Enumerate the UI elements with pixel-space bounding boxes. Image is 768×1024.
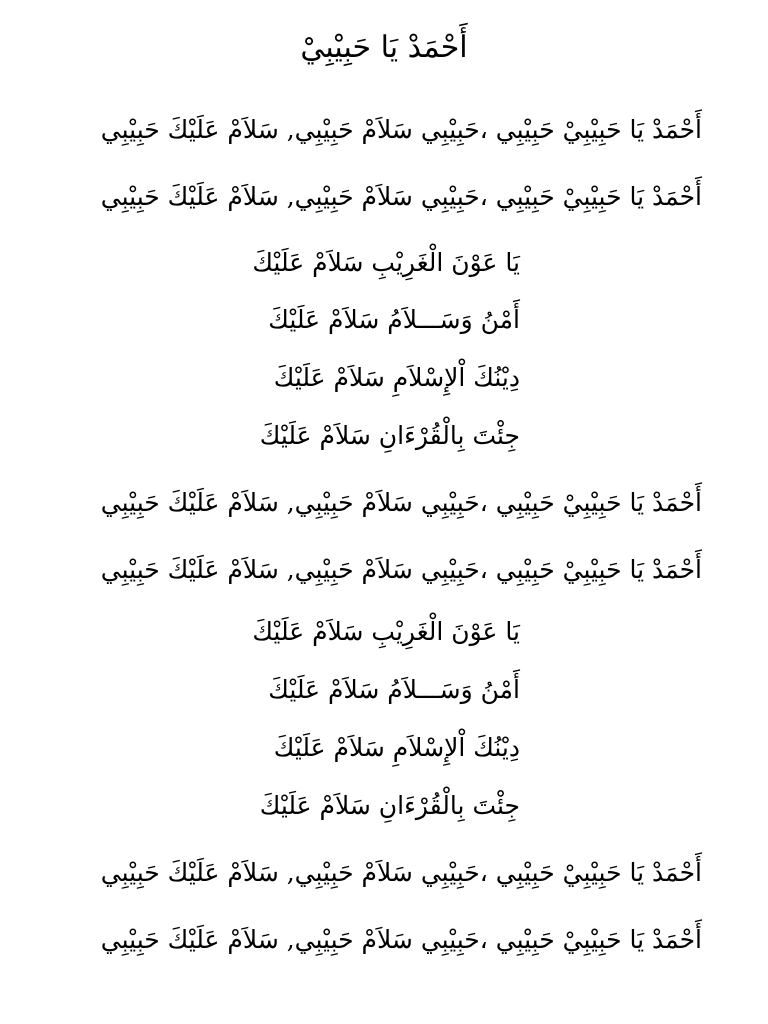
page-title: أَحْمَدْ يَا حَبِيْبِيْ — [300, 30, 468, 65]
lyric-line-7: أَحْمَدْ يَا حَبِيْبِيْ حَبِيْبِي ،حَبِيْبِي سَلاَمْ حَبِيْبِي, سَلاَمْ عَلَيْكَ حَبِيْبِي — [100, 488, 702, 517]
lyric-line-12: جِئْتَ بِالْقُرْءَانِ سَلاَمْ عَلَيْكَ — [259, 791, 520, 820]
lyric-line-8: أَحْمَدْ يَا حَبِيْبِيْ حَبِيْبِي ،حَبِيْبِي سَلاَمْ حَبِيْبِي, سَلاَمْ عَلَيْكَ حَبِيْبِي — [100, 555, 702, 584]
lyric-line-4: أَمْنُ وَسَـــلاَمُ سَلاَمْ عَلَيْكَ — [268, 305, 520, 334]
lyric-line-5: دِيْنُكَ اْلإِسْلاَمِ سَلاَمْ عَلَيْكَ — [273, 363, 520, 392]
lyric-line-3: يَا عَوْنَ الْغَرِيْبِ سَلاَمْ عَلَيْكَ — [252, 248, 520, 277]
lyric-line-11: دِيْنُكَ اْلإِسْلاَمِ سَلاَمْ عَلَيْكَ — [273, 733, 520, 762]
lyric-line-1: أَحْمَدْ يَا حَبِيْبِيْ حَبِيْبِي ،حَبِيْبِي سَلاَمْ حَبِيْبِي, سَلاَمْ عَلَيْكَ حَبِيْبِي — [100, 115, 702, 144]
lyric-line-2: أَحْمَدْ يَا حَبِيْبِيْ حَبِيْبِي ،حَبِيْبِي سَلاَمْ حَبِيْبِي, سَلاَمْ عَلَيْكَ حَبِيْبِي — [100, 182, 702, 211]
lyric-line-6: جِئْتَ بِالْقُرْءَانِ سَلاَمْ عَلَيْكَ — [259, 421, 520, 450]
lyric-line-14: أَحْمَدْ يَا حَبِيْبِيْ حَبِيْبِي ،حَبِيْبِي سَلاَمْ حَبِيْبِي, سَلاَمْ عَلَيْكَ حَبِيْبِي — [100, 925, 702, 954]
lyric-line-13: أَحْمَدْ يَا حَبِيْبِيْ حَبِيْبِي ،حَبِيْبِي سَلاَمْ حَبِيْبِي, سَلاَمْ عَلَيْكَ حَبِيْبِي — [100, 858, 702, 887]
lyric-line-10: أَمْنُ وَسَـــلاَمُ سَلاَمْ عَلَيْكَ — [268, 675, 520, 704]
lyric-line-9: يَا عَوْنَ الْغَرِيْبِ سَلاَمْ عَلَيْكَ — [252, 617, 520, 646]
